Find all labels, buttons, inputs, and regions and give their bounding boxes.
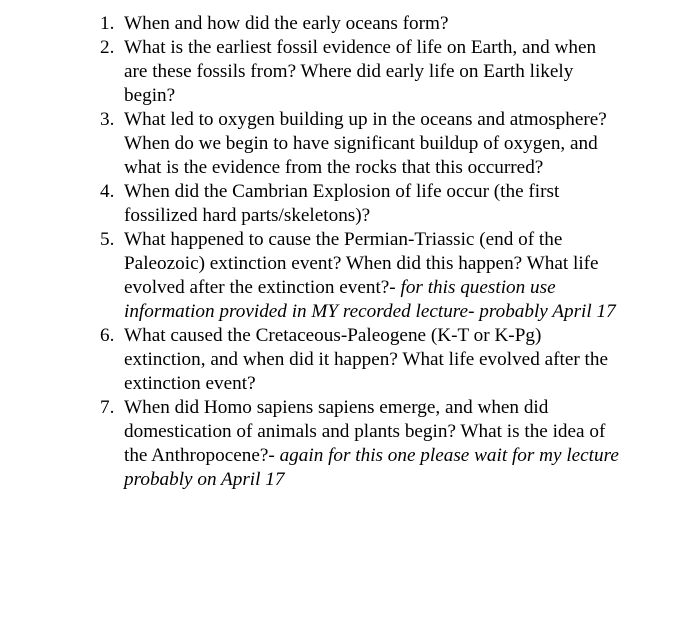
question-number: 5. [100, 229, 115, 250]
question-list [100, 12, 620, 492]
question-note: for this question use information provided in MY recorded lecture- probably April 17 [124, 277, 616, 322]
question-text: When and how did the early oceans form? [124, 13, 449, 34]
question-item-6 [100, 324, 620, 396]
question-note: again for this one please wait for my lecture probably on April 17 [124, 445, 619, 490]
question-item-2 [100, 36, 620, 108]
question-number: 3. [100, 109, 115, 130]
question-text: What caused the Cretaceous-Paleogene (K-T or K-Pg) extinction, and when did it happen? What life evolved after the extinction event? [124, 325, 608, 394]
question-item-1 [100, 12, 620, 36]
question-text: What happened to cause the Permian-Triassic (end of the Paleozoic) extinction event? When did this happen? What life evolved after the extinction event?- [124, 229, 599, 298]
question-item-4 [100, 180, 620, 228]
question-number: 4. [100, 181, 115, 202]
question-item-7 [100, 396, 620, 492]
question-text: When did Homo sapiens sapiens emerge, and when did domestication of animals and plants begin? What is the idea of the Anthropocene?- [124, 397, 606, 466]
question-number: 2. [100, 37, 115, 58]
question-number: 6. [100, 325, 115, 346]
question-item-3 [100, 108, 620, 180]
question-text: What led to oxygen building up in the oceans and atmosphere? When do we begin to have significant buildup of oxygen, and what is the evidence from the rocks that this occurred? [124, 109, 607, 178]
question-item-5 [100, 228, 620, 324]
question-text: When did the Cambrian Explosion of life occur (the first fossilized hard parts/skeletons)? [124, 181, 560, 226]
question-number: 7. [100, 397, 115, 418]
question-number: 1. [100, 13, 115, 34]
question-text: What is the earliest fossil evidence of life on Earth, and when are these fossils from? Where did early life on Earth likely begin? [124, 37, 597, 106]
